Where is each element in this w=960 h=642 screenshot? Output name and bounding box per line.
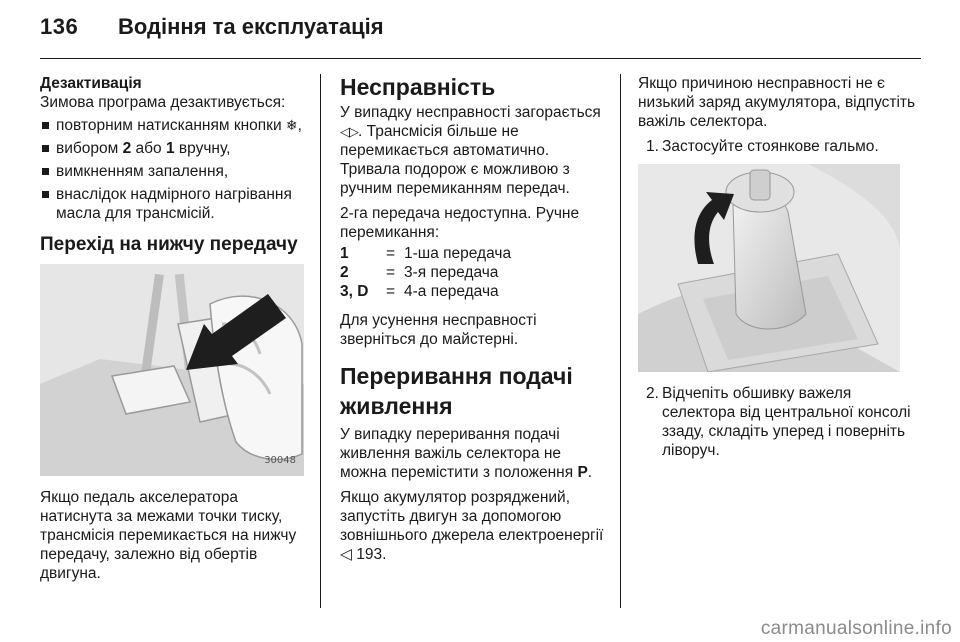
page-reference-icon: ◁ <box>340 546 352 563</box>
table-row <box>340 282 511 301</box>
jump-start-text <box>340 488 610 564</box>
gear-number: 1 <box>165 140 175 157</box>
gear-eq: = <box>386 245 396 262</box>
table-row <box>340 263 511 282</box>
pedal-illustration <box>40 264 304 476</box>
figure-id: 30048 <box>264 455 296 466</box>
defrost-heading: Дезактивація <box>40 75 142 92</box>
power-text-part: . <box>587 464 593 481</box>
step-number: 1. <box>646 138 659 155</box>
gear-key: 1 <box>340 245 349 262</box>
gear-eq: = <box>386 283 396 300</box>
gear-number: 2 <box>122 140 132 157</box>
heading-line: Переривання подачі <box>340 363 573 389</box>
workshop-note: Для усунення несправності зверніться до майстерні. <box>340 312 537 348</box>
gear-key: 2 <box>340 264 349 281</box>
gear-eq: = <box>386 264 396 281</box>
step-number: 2. <box>646 385 659 402</box>
list-item: вимкненням запалення, <box>40 162 308 181</box>
jump-start-part: Якщо акумулятор розряджений, запустіть двигун за допомогою зовнішнього джерела електроенергії <box>340 489 604 544</box>
pedal-drawing <box>40 264 304 476</box>
fault-text <box>340 103 610 198</box>
header-divider <box>40 58 921 59</box>
list-item <box>40 116 308 135</box>
list-item: внаслідок надмірного нагрівання масла для трансмісій. <box>40 185 308 223</box>
low-battery-text: Якщо причиною несправності не є низький заряд акумулятора, відпустіть важіль селектора. <box>638 75 916 130</box>
transmission-fault-icon: ◁▷ <box>340 124 358 139</box>
gear-value: 4-а передача <box>404 283 499 300</box>
list-item <box>638 384 918 460</box>
list-item <box>638 137 918 156</box>
page-header <box>40 14 920 50</box>
page-number: 136 <box>40 14 79 39</box>
chapter-title: Водіння та експлуатація <box>118 14 384 39</box>
power-text-part: У випадку переривання подачі живлення важіль селектора не можна перемістити з положення <box>340 426 578 481</box>
bullet-text: вручну, <box>174 140 231 157</box>
bullet-text: повторним натисканням кнопки <box>56 117 286 134</box>
snowflake-icon: ❄ <box>285 117 298 133</box>
gear-key: 3, D <box>340 283 369 300</box>
heading-line: живлення <box>340 393 453 419</box>
fault-text-part: У випадку несправності загорається <box>340 104 601 121</box>
release-steps <box>638 137 918 156</box>
power-interrupt-text <box>340 425 610 482</box>
column-divider <box>620 74 621 608</box>
bullet-text: вибором <box>56 140 123 157</box>
gear-value: 1-ша передача <box>404 245 512 262</box>
list-item <box>40 139 308 158</box>
defrost-intro: Зимова програма дезактивується: <box>40 94 286 111</box>
selector-drawing <box>638 164 900 372</box>
power-interrupt-heading <box>340 361 610 421</box>
kickdown-text: Якщо педаль акселератора натиснута за межами точки тиску, трансмісія перемикається на нижчу передачу, залежно від обертів двигуна. <box>40 489 297 582</box>
defrost-bullet-list <box>40 116 308 223</box>
column-left <box>40 74 308 589</box>
page-reference: 193. <box>351 546 387 563</box>
release-steps-continued <box>638 384 918 460</box>
step-text: Застосуйте стоянкове гальмо. <box>662 138 879 155</box>
column-middle <box>340 74 610 570</box>
fault-text-part: . Трансмісія більше не перемикається автоматично. Тривала подорож є можливою з ручним перемиканням передач. <box>340 123 570 197</box>
gear-table <box>340 244 511 301</box>
column-right <box>638 74 918 466</box>
column-divider <box>320 74 321 608</box>
kickdown-heading: Перехід на нижчу передачу <box>40 234 298 255</box>
table-row <box>340 244 511 263</box>
gear-position-p: P <box>577 464 588 481</box>
watermark: carmanualsonline.info <box>760 618 952 639</box>
gear2-note: 2-га передача недоступна. Ручне перемикання: <box>340 205 580 241</box>
gear-selector-illustration <box>638 164 900 372</box>
gear-value: 3-я передача <box>404 264 499 281</box>
fault-heading: Несправність <box>340 74 496 100</box>
step-text: Відчепіть обшивку важеля селектора від центральної консолі ззаду, складіть уперед і поверніть ліворуч. <box>662 385 911 459</box>
bullet-text: або <box>131 140 166 157</box>
bullet-text: , <box>297 117 302 134</box>
